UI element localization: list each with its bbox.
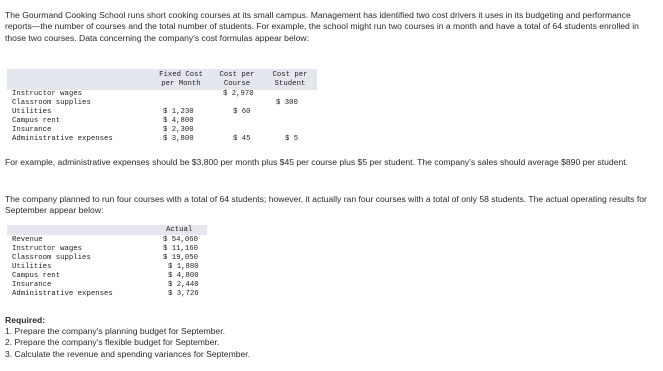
header-fixed-line2: per Month: [161, 80, 201, 88]
cost-row-fixed: $ 3,800: [163, 135, 194, 143]
header-course-line1: Cost per: [219, 71, 255, 79]
cost-row-fixed: $ 1,230: [163, 108, 194, 116]
cost-row-label: Instructor wages: [12, 90, 83, 98]
required-section: [5, 315, 250, 360]
actual-row-label: Classroom supplies: [12, 254, 91, 262]
actual-row-value: $ 11,160: [163, 245, 199, 253]
actual-row-value: $ 3,726: [168, 290, 199, 298]
cost-row-label: Administrative expenses: [12, 135, 113, 143]
header-course-line2: Course: [223, 80, 251, 88]
actual-row-label: Campus rent: [12, 272, 61, 280]
cost-row-fixed: $ 2,300: [163, 126, 194, 134]
required-item: 2. Prepare the company's flexible budget for September.: [5, 337, 220, 348]
actual-row-label: Administrative expenses: [12, 290, 113, 298]
actual-row-value: $ 1,880: [168, 263, 199, 271]
actual-row-value: $ 19,050: [163, 254, 199, 262]
cost-row-course: $ 2,970: [223, 90, 254, 98]
cost-formula-table: [7, 69, 317, 149]
actual-results-table: [7, 225, 207, 305]
header-student-line2: Student: [274, 80, 306, 88]
planned-paragraph: The company planned to run four courses with a total of 64 students; however, it actually ran four courses with a total of only 58 students. The actual operating results for September appear below:: [5, 194, 647, 216]
required-heading: Required:: [5, 315, 46, 325]
cost-row-label: Insurance: [12, 126, 52, 134]
required-item: 1. Prepare the company's planning budget for September.: [5, 326, 225, 337]
cost-row-course: $ 45: [233, 135, 251, 143]
actual-row-value: $ 4,800: [168, 272, 199, 280]
actual-header: Actual: [166, 226, 193, 234]
cost-row-student: $ 5: [285, 135, 299, 143]
example-paragraph: For example, administrative expenses should be $3,800 per month plus $45 per course plus $5 per student. The company's sales should average $890 per student.: [5, 157, 628, 167]
actual-row-label: Revenue: [12, 236, 43, 244]
header-fixed-line1: Fixed Cost: [159, 71, 203, 79]
actual-row-label: Insurance: [12, 281, 52, 289]
actual-row-label: Utilities: [12, 263, 52, 271]
header-student-line1: Cost per: [272, 71, 308, 79]
cost-row-fixed: $ 4,800: [163, 117, 194, 125]
cost-row-course: $ 60: [233, 108, 251, 116]
cost-row-label: Campus rent: [12, 117, 61, 125]
cost-row-student: $ 300: [276, 99, 298, 107]
cost-row-label: Classroom supplies: [12, 99, 91, 107]
required-item: 3. Calculate the revenue and spending variances for September.: [5, 348, 251, 359]
actual-row-label: Instructor wages: [12, 245, 83, 253]
actual-row-value: $ 54,060: [163, 236, 199, 244]
cost-row-label: Utilities: [12, 108, 52, 116]
actual-row-value: $ 2,440: [168, 281, 199, 289]
intro-paragraph: The Gourmand Cooking School runs short cooking courses at its small campus. Management has identified two cost drivers it uses in its budgeting and performance reports—the number of courses and the total number of students. For example, the school might run two courses in a month and have a total of 64 students enrolled in those two courses. Data concerning the company's cost formulas appear below:: [5, 10, 639, 43]
